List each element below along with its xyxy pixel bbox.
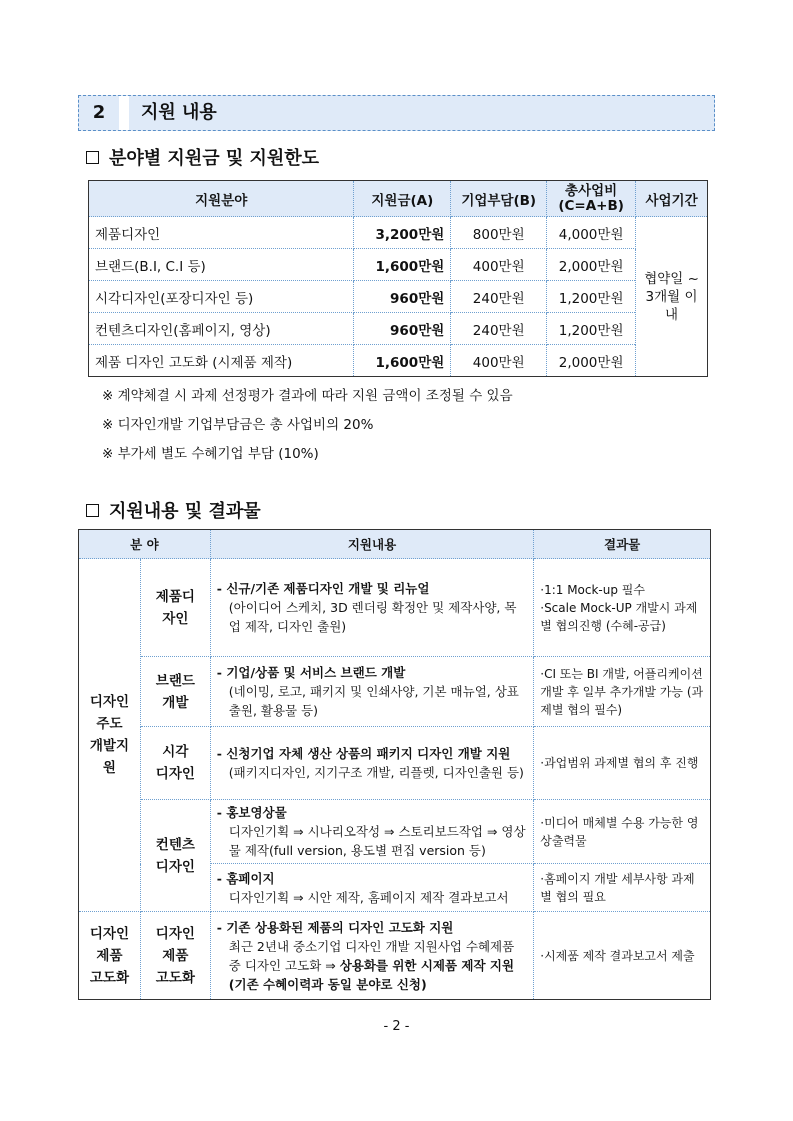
note-item: ※ 계약체결 시 과제 선정평가 결과에 따라 지원 금액이 조정될 수 있음	[102, 388, 513, 404]
category-content: 컨텐츠 디자인	[140, 800, 210, 912]
row-field: 시각디자인(포장디자인 등)	[89, 281, 354, 313]
header-period: 사업기간	[636, 181, 708, 217]
row-total: 1,200만원	[547, 313, 636, 345]
row-burden: 240만원	[451, 281, 547, 313]
result-advanced: ·시제품 제작 결과보고서 제출	[534, 912, 711, 1000]
grant-table	[88, 180, 708, 377]
page-number: - 2 -	[383, 1019, 410, 1034]
header-field: 지원분야	[89, 181, 354, 217]
content-title: - 신청기업 자체 생산 상품의 패키지 디자인 개발 지원	[216, 746, 511, 761]
content-detail: 디자인기획 ⇒ 시안 제작, 홈페이지 제작 결과보고서	[228, 889, 509, 905]
content-detail-emphasis: 상용화를 위한 시제품 제작 지원	[339, 957, 515, 973]
row-total: 2,000만원	[547, 345, 636, 377]
row-field: 제품 디자인 고도화 (시제품 제작)	[89, 345, 354, 377]
content-title: - 홍보영상물	[216, 805, 287, 820]
notes	[102, 382, 513, 469]
content-detail	[217, 937, 527, 975]
content-detail: (패키지디자인, 지기구조 개발, 리플렛, 디자인출원 등)	[228, 765, 524, 780]
content-brand	[210, 657, 533, 727]
header-burden: 기업부담(B)	[451, 181, 547, 217]
row-burden: 800만원	[451, 217, 547, 249]
content-detail: 디자인기획 ⇒ 시나리오작성 ⇒ 스토리보드작업 ⇒ 영상물 제작(full version, 용도별 편집 version 등)	[228, 824, 526, 858]
row-field: 브랜드(B.I, C.I 등)	[89, 249, 354, 281]
content-detail: (아이디어 스케치, 3D 렌더링 확정안 및 제작사양, 목업 제작, 디자인 출원)	[228, 600, 517, 634]
result-web: ·홈페이지 개발 세부사항 과제별 협의 필요	[534, 864, 711, 912]
note-item: ※ 디자인개발 기업부담금은 총 사업비의 20%	[102, 417, 374, 433]
content-web	[210, 864, 533, 912]
content-title: - 기업/상품 및 서비스 브랜드 개발	[216, 665, 406, 680]
row-total: 4,000만원	[547, 217, 636, 249]
subheading-grants-text: 분야별 지원금 및 지원한도	[109, 148, 320, 169]
header-total: 총사업비 (C=A+B)	[547, 181, 636, 217]
content-title: - 기존 상용화된 제품의 디자인 고도화 지원	[216, 919, 454, 935]
header-result: 결과물	[534, 530, 711, 559]
subheading-content-text: 지원내용 및 결과물	[109, 501, 261, 522]
result-video: ·미디어 매체별 수용 가능한 영상출력물	[534, 800, 711, 864]
content-visual	[210, 727, 533, 800]
result-product: ·1:1 Mock-up 필수 ·Scale Mock-UP 개발시 과제별 협의진행 (수혜-공급)	[534, 559, 711, 657]
row-grant: 1,600만원	[354, 345, 451, 377]
result-brand: ·CI 또는 BI 개발, 어플리케이션 개발 후 일부 추가개발 가능 (과제별 협의 필수)	[534, 657, 711, 727]
section-title: 지원 내용	[141, 102, 217, 123]
section-number: 2	[79, 96, 120, 130]
row-burden: 400만원	[451, 249, 547, 281]
content-detail: (네이밍, 로고, 패키지 및 인쇄사양, 기본 매뉴얼, 상표출원, 활용물 등)	[228, 684, 519, 718]
content-video	[210, 800, 533, 864]
header-grant: 지원금(A)	[354, 181, 451, 217]
content-title: - 홈페이지	[216, 870, 275, 886]
content-note: (기존 수혜이력과 동일 분야로 신청)	[228, 976, 427, 992]
content-title: - 신규/기존 제품디자인 개발 및 리뉴얼	[216, 581, 430, 596]
row-burden: 400만원	[451, 345, 547, 377]
row-grant: 3,200만원	[354, 217, 451, 249]
row-field: 제품디자인	[89, 217, 354, 249]
content-advanced	[210, 912, 533, 1000]
category-brand: 브랜드 개발	[140, 657, 210, 727]
content-detail-text: 최근 2년내 중소기업 디자인 개발 지원사업 수혜제품 중 디자인 고도화 ⇒	[228, 938, 515, 973]
result-visual: ·과업범위 과제별 협의 후 진행	[534, 727, 711, 800]
group-advanced: 디자인 제품 고도화	[79, 912, 141, 1000]
subheading-grants	[86, 144, 319, 170]
support-content-table	[78, 529, 711, 1000]
header-content: 지원내용	[210, 530, 533, 559]
row-grant: 960만원	[354, 281, 451, 313]
header-field: 분 야	[79, 530, 211, 559]
note-item: ※ 부가세 별도 수혜기업 부담 (10%)	[102, 446, 319, 462]
section-header	[78, 95, 715, 131]
row-field: 컨텐츠디자인(홈페이지, 영상)	[89, 313, 354, 345]
content-product	[210, 559, 533, 657]
subheading-content	[86, 497, 261, 523]
checkbox-square-icon	[86, 151, 99, 164]
period-value: 협약일 ~ 3개월 이내	[636, 217, 708, 377]
checkbox-square-icon	[86, 504, 99, 517]
row-burden: 240만원	[451, 313, 547, 345]
row-total: 2,000만원	[547, 249, 636, 281]
row-grant: 960만원	[354, 313, 451, 345]
row-grant: 1,600만원	[354, 249, 451, 281]
row-total: 1,200만원	[547, 281, 636, 313]
category-product: 제품디 자인	[140, 559, 210, 657]
group-design-led: 디자인 주도 개발지원	[79, 559, 141, 912]
category-visual: 시각 디자인	[140, 727, 210, 800]
category-advanced: 디자인 제품 고도화	[140, 912, 210, 1000]
